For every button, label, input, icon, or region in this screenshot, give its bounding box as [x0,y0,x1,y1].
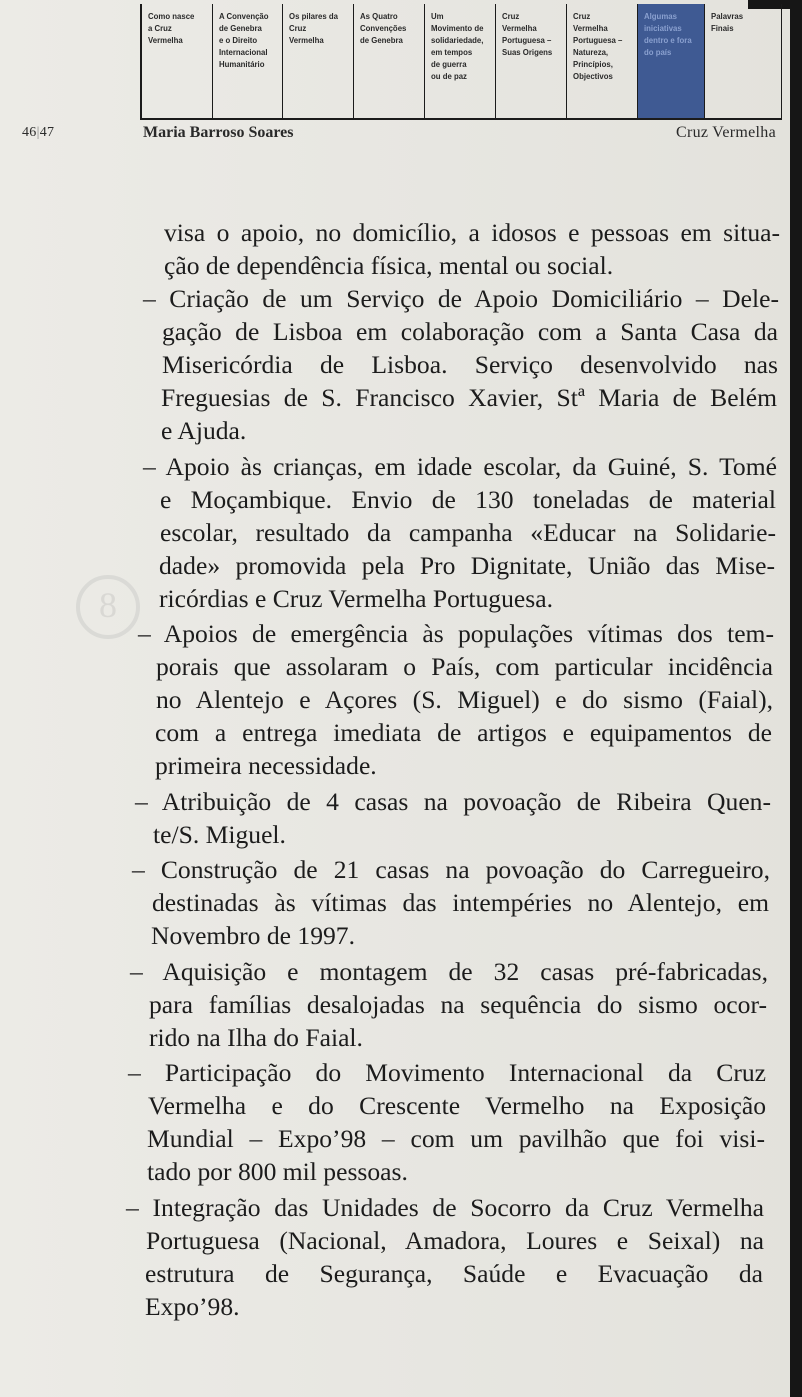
text-line: – Construção de 21 casas na povoação do Carregueiro, [132,855,770,884]
text-line: destinadas às vítimas das intempéries no Alentejo, em [152,888,769,917]
tab-convencao-genebra[interactable] [213,4,283,118]
text-line: ção de dependência física, mental ou social. [164,251,614,280]
text-line: – Integração das Unidades de Socorro da Cruz Vermelha [126,1193,764,1222]
tab-label: Como nasce a Cruz Vermelha [148,12,195,45]
author-name: Maria Barroso Soares [143,124,294,141]
running-title: Cruz Vermelha [675,124,776,141]
tab-como-nasce[interactable] [142,4,213,118]
tab-natureza-principios[interactable] [567,4,638,118]
text-line: Misericórdia de Lisboa. Serviço desenvolvido nas [162,350,778,379]
page-number [22,125,54,141]
text-line: Portuguesa (Nacional, Amadora, Loures e Seixal) na [146,1226,764,1255]
text-line: Mundial – Expo’98 – com um pavilhão que foi visi- [147,1124,765,1153]
text-line: Novembro de 1997. [151,921,356,950]
text-line: dade» promovida pela Pro Dignitate, União das Mise- [159,551,775,580]
text-line: – Participação do Movimento Internacional da Cruz [128,1058,766,1087]
text-line: Vermelha e do Crescente Vermelho na Exposição [148,1091,766,1120]
text-line: para famílias desalojadas na sequência do sismo ocor- [149,990,767,1019]
text-line: te/S. Miguel. [153,820,286,849]
text-line: rido na Ilha do Faial. [149,1023,363,1052]
text-line: tado por 800 mil pessoas. [147,1157,408,1186]
text-line: – Aquisição e montagem de 32 casas pré-fabricadas, [130,957,768,986]
tab-suas-origens[interactable] [496,4,567,118]
text-line: – Apoio às crianças, em idade escolar, da Guiné, S. Tomé [143,452,777,481]
tab-label: Cruz Vermelha Portuguesa – Natureza, Princípios, Objectivos [573,12,623,81]
text-line: – Atribuição de 4 casas na povoação de Ribeira Quen- [135,787,771,816]
text-line: e Moçambique. Envio de 130 toneladas de material [160,485,776,514]
bleed-through-marker: 8 [76,575,140,639]
tab-label: A Convenção de Genebra e o Direito Internacional Humanitário [219,12,269,69]
page-number-separator: | [36,125,40,140]
text-line: – Apoios de emergência às populações vítimas dos tem- [138,619,774,648]
tab-palavras-finais[interactable] [705,4,782,118]
text-line: Freguesias de S. Francisco Xavier, Stª Maria de Belém [161,383,777,412]
tab-label: As Quatro Convenções de Genebra [360,12,407,45]
text-line: ricórdias e Cruz Vermelha Portuguesa. [159,584,553,613]
tab-label: Algumas iniciativas dentro e fora do país [644,12,692,57]
tab-algumas-iniciativas[interactable] [638,4,705,118]
tab-label: Cruz Vermelha Portuguesa – Suas Origens [502,12,553,57]
text-line: e Ajuda. [161,416,247,445]
text-line: visa o apoio, no domicílio, a idosos e pessoas em situa- [164,218,780,247]
tab-movimento-solidariedade[interactable] [425,4,496,118]
text-line: no Alentejo e Açores (S. Miguel) e do sismo (Faial), [156,685,773,714]
text-line: escolar, resultado da campanha «Educar na Solidarie- [160,518,776,547]
page-number-left: 46 [22,125,37,140]
text-line: estrutura de Segurança, Saúde e Evacuação da [145,1259,763,1288]
chapter-tab-table [140,4,782,120]
tab-label: Um Movimento de solidariedade, em tempos de guerra ou de paz [431,12,484,81]
tab-quatro-convencoes[interactable] [354,4,425,118]
tab-label: Os pilares da Cruz Vermelha [289,12,338,45]
text-line: porais que assolaram o País, com particular incidência [156,652,773,681]
text-line: gação de Lisboa em colaboração com a Santa Casa da [162,317,778,346]
text-line: primeira necessidade. [155,751,377,780]
tab-pilares[interactable] [283,4,354,118]
text-line: – Criação de um Serviço de Apoio Domiciliário – Dele- [143,284,779,313]
text-line: Expo’98. [145,1292,240,1321]
page-number-right: 47 [39,125,55,140]
page-edge-frame [790,0,802,1397]
text-line: com a entrega imediata de artigos e equipamentos de [155,718,772,747]
tab-label: Palavras Finais [711,12,744,33]
